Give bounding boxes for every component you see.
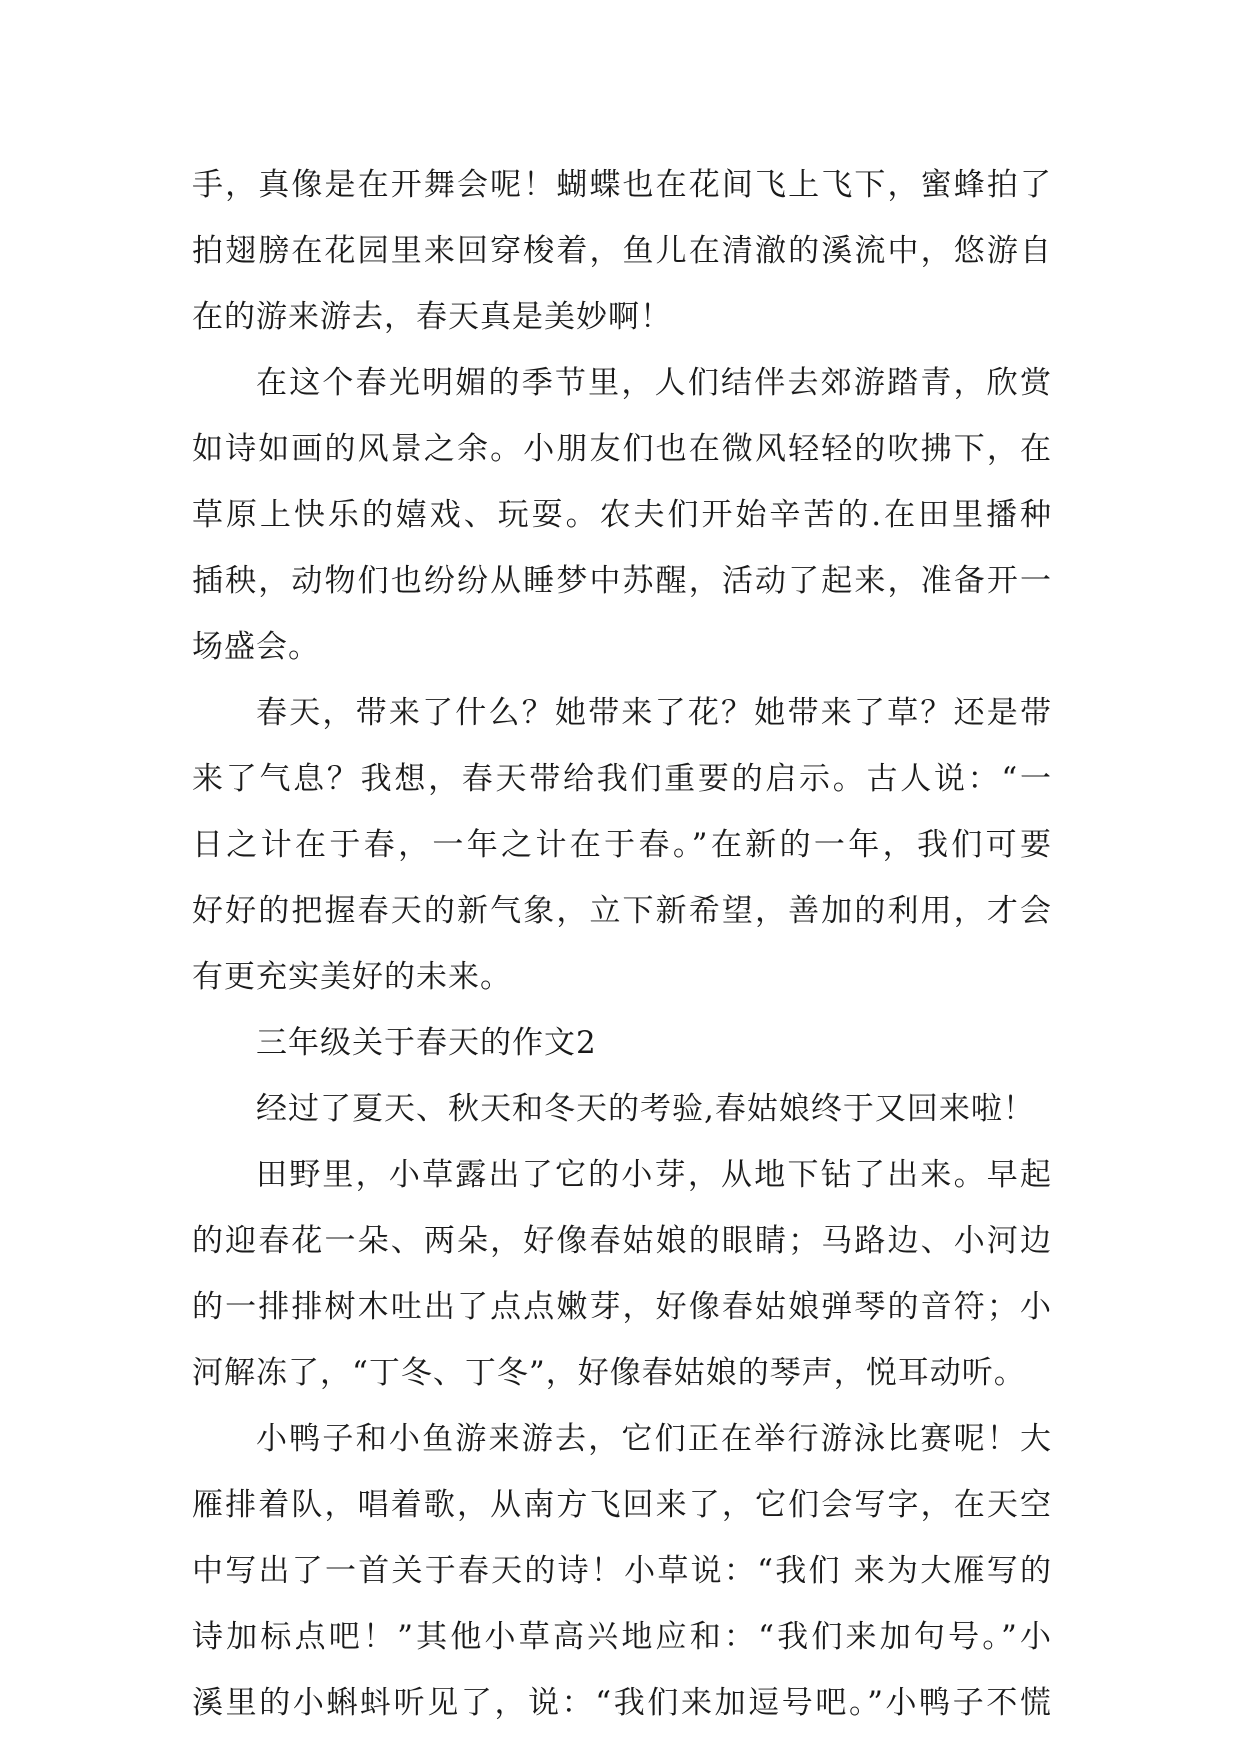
text-line: 春天，带来了什么？她带来了花？她带来了草？还是带	[256, 695, 1052, 731]
paragraph-5	[192, 1142, 1052, 1406]
text-line: 来了气息？我想，春天带给我们重要的启示。古人说：“一	[192, 761, 1052, 797]
text-line: 好好的把握春天的新气象，立下新希望，善加的利用，才会	[192, 893, 1052, 929]
text-line: 拍翅膀在花园里来回穿梭着，鱼儿在清澈的溪流中，悠游自	[192, 233, 1052, 269]
text-line: 手，真像是在开舞会呢！蝴蝶也在花间飞上飞下，蜜蜂拍了	[192, 167, 1052, 203]
text-line: 经过了夏天、秋天和冬天的考验,春姑娘终于又回来啦！	[256, 1091, 1035, 1127]
text-line: 的迎春花一朵、两朵，好像春姑娘的眼睛；马路边、小河边	[192, 1223, 1052, 1259]
paragraph-2	[192, 350, 1052, 680]
text-line: 溪里的小蝌蚪听见了，说：“我们来加逗号吧。”小鸭子不慌	[192, 1685, 1052, 1721]
text-line: 有更充实美好的未来。	[192, 959, 512, 995]
paragraph-1	[192, 152, 1052, 350]
text-line: 河解冻了，“丁冬、丁冬”，好像春姑娘的琴声，悦耳动听。	[192, 1355, 1026, 1391]
text-line: 在这个春光明媚的季节里，人们结伴去郊游踏青，欣赏	[256, 365, 1052, 401]
text-line: 场盛会。	[192, 629, 320, 665]
essay-heading: 三年级关于春天的作文2	[256, 1025, 597, 1061]
text-line: 中写出了一首关于春天的诗！小草说：“我们 来为大雁写的	[192, 1553, 1052, 1589]
text-line: 如诗如画的风景之余。小朋友们也在微风轻轻的吹拂下，在	[192, 431, 1052, 467]
text-line: 在的游来游去，春天真是美妙啊！	[192, 299, 672, 335]
text-line: 插秧，动物们也纷纷从睡梦中苏醒，活动了起来，准备开一	[192, 563, 1052, 599]
text-line: 雁排着队，唱着歌，从南方飞回来了，它们会写字，在天空	[192, 1487, 1052, 1523]
text-line: 田野里，小草露出了它的小芽，从地下钻了出来。早起	[256, 1157, 1052, 1193]
paragraph-6	[192, 1406, 1052, 1736]
document-body	[192, 152, 1052, 1736]
paragraph-4	[192, 1076, 1052, 1142]
text-line: 日之计在于春，一年之计在于春。”在新的一年，我们可要	[192, 827, 1052, 863]
text-line: 小鸭子和小鱼游来游去，它们正在举行游泳比赛呢！大	[256, 1421, 1052, 1457]
text-line: 草原上快乐的嬉戏、玩耍。农夫们开始辛苦的.在田里播种	[192, 497, 1052, 533]
paragraph-3	[192, 680, 1052, 1010]
text-line: 诗加标点吧！”其他小草高兴地应和：“我们来加句号。”小	[192, 1619, 1052, 1655]
text-line: 的一排排树木吐出了点点嫩芽，好像春姑娘弹琴的音符；小	[192, 1289, 1052, 1325]
